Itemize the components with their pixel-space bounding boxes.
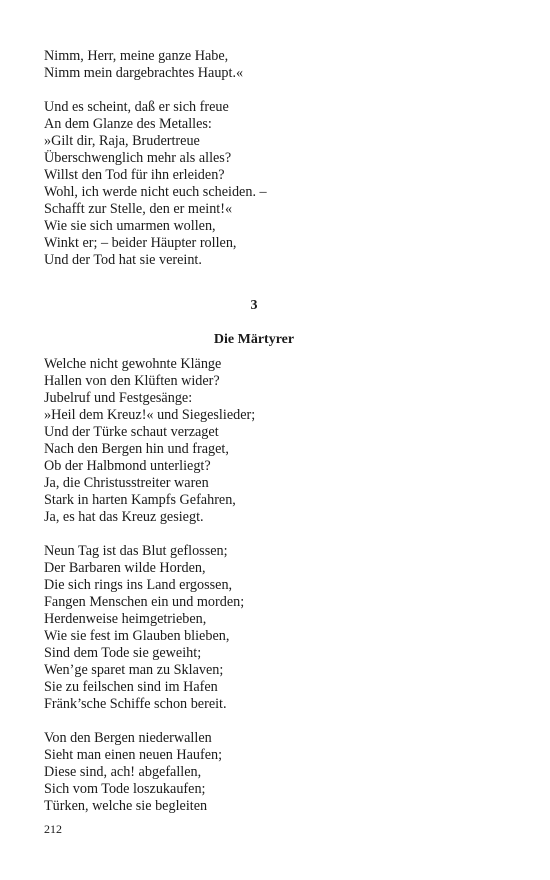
verse-line: Und der Tod hat sie vereint. — [44, 252, 202, 268]
verse-line: Fangen Menschen ein und morden; — [44, 594, 245, 610]
verse-line: Ob der Halbmond unterliegt? — [44, 458, 211, 474]
verse-line: Diese sind, ach! abgefallen, — [44, 764, 202, 780]
verse-line: Türken, welche sie begleiten — [44, 798, 208, 814]
verse-line: Welche nicht gewohnte Klänge — [44, 356, 222, 372]
verse-line: Nimm mein dargebrachtes Haupt.« — [44, 65, 244, 81]
verse-line: Sieht man einen neuen Haufen; — [44, 747, 223, 763]
verse-line: Herdenweise heimgetrieben, — [44, 611, 207, 627]
verse-line: Willst den Tod für ihn erleiden? — [44, 167, 225, 183]
verse-line: Von den Bergen niederwallen — [44, 730, 212, 746]
verse-line: Winkt er; – beider Häupter rollen, — [44, 235, 237, 251]
verse-line: Sie zu feilschen sind im Hafen — [44, 679, 218, 695]
verse-line: Hallen von den Klüften wider? — [44, 373, 220, 389]
verse-line: Wie sie sich umarmen wollen, — [44, 218, 216, 234]
verse-line: Ja, es hat das Kreuz gesiegt. — [44, 509, 204, 525]
page-number: 212 — [44, 822, 62, 836]
page-body — [44, 48, 464, 815]
verse-line: Fränk’sche Schiffe schon bereit. — [44, 696, 227, 712]
verse-line: Nach den Bergen hin und fraget, — [44, 441, 229, 457]
stanza-5 — [44, 730, 464, 815]
stanza-1 — [44, 48, 464, 82]
verse-line: Stark in harten Kampfs Gefahren, — [44, 492, 236, 508]
verse-line: Die sich rings ins Land ergossen, — [44, 577, 233, 593]
section-number: 3 — [250, 298, 258, 313]
verse-line: Und der Türke schaut verzaget — [44, 424, 219, 440]
verse-line: Wohl, ich werde nicht euch scheiden. – — [44, 184, 267, 200]
verse-line: Der Barbaren wilde Horden, — [44, 560, 206, 576]
verse-line: Nimm, Herr, meine ganze Habe, — [44, 48, 229, 64]
verse-line: Sich vom Tode loszukaufen; — [44, 781, 206, 797]
stanza-3 — [44, 356, 464, 526]
verse-line: Und es scheint, daß er sich freue — [44, 99, 229, 115]
verse-line: Schafft zur Stelle, den er meint!« — [44, 201, 233, 217]
verse-line: Überschwenglich mehr als alles? — [44, 150, 232, 166]
stanza-4 — [44, 543, 464, 713]
verse-line: Neun Tag ist das Blut geflossen; — [44, 543, 228, 559]
verse-line: Sind dem Tode sie geweiht; — [44, 645, 202, 661]
stanza-2 — [44, 99, 464, 269]
verse-line: Wie sie fest im Glauben blieben, — [44, 628, 230, 644]
verse-line: Ja, die Christusstreiter waren — [44, 475, 209, 491]
verse-line: »Gilt dir, Raja, Brudertreue — [44, 133, 200, 149]
section-title: Die Märtyrer — [213, 332, 295, 347]
verse-line: An dem Glanze des Metalles: — [44, 116, 212, 132]
verse-line: »Heil dem Kreuz!« und Siegeslieder; — [44, 407, 256, 423]
verse-line: Jubelruf und Festgesänge: — [44, 390, 193, 406]
verse-line: Wen’ge sparet man zu Sklaven; — [44, 662, 224, 678]
